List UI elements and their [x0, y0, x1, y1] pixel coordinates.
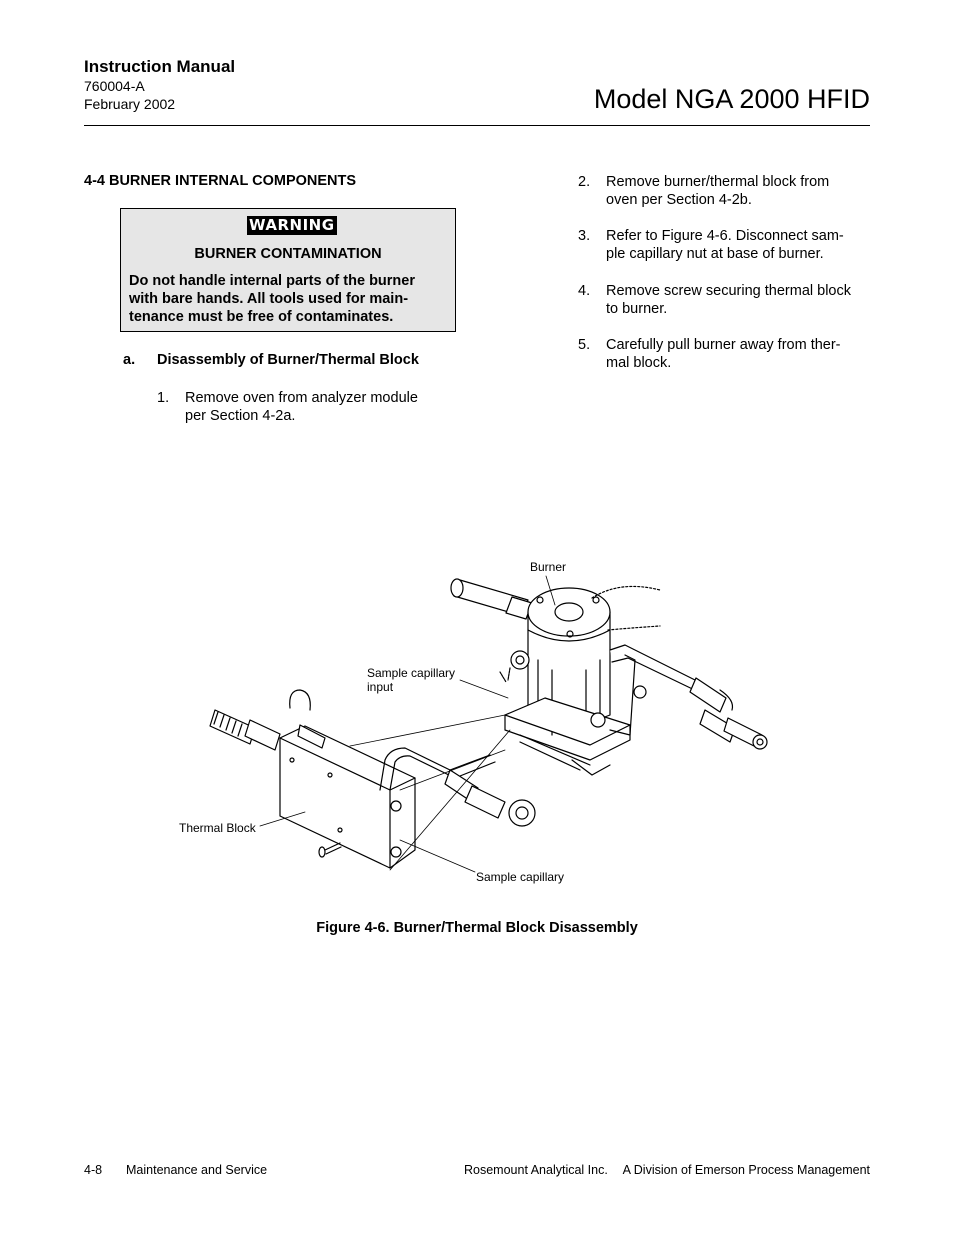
step-line: ple capillary nut at base of burner.: [606, 246, 824, 262]
footer-company: Rosemount Analytical Inc.: [464, 1163, 608, 1177]
step-number: 5.: [578, 337, 591, 353]
label-burner: Burner: [530, 560, 567, 574]
burner-tubing-right: [610, 645, 767, 749]
burner-base: [505, 698, 630, 775]
step-line: Remove screw securing thermal block: [606, 283, 851, 299]
step-text: [606, 282, 851, 318]
header-rule: [84, 125, 870, 126]
step-line: per Section 4-2a.: [185, 408, 296, 424]
manual-title: Instruction Manual: [84, 57, 236, 76]
step-line: Remove burner/thermal block from: [606, 174, 830, 190]
doc-date: February 2002: [84, 96, 176, 112]
step-text: [606, 336, 841, 372]
footer-page-number: 4-8: [84, 1163, 103, 1177]
step-line: Carefully pull burner away from ther-: [606, 337, 841, 353]
subsection-letter: a.: [123, 352, 136, 368]
subsection-heading: [123, 352, 419, 368]
doc-number: 760004-A: [84, 78, 145, 94]
step-number: 2.: [578, 174, 591, 190]
step-item: [578, 336, 878, 376]
step-item: [578, 282, 878, 322]
step-line: to burner.: [606, 301, 668, 317]
warning-line: with bare hands. All tools used for main-: [129, 291, 409, 307]
label-sample-capillary: Sample capillary: [476, 870, 565, 884]
burner-tube: [451, 579, 532, 619]
warning-line: tenance must be free of contaminates.: [129, 309, 394, 325]
warning-label: WARNING: [249, 216, 335, 234]
step-number: 3.: [578, 228, 591, 244]
step-number: 1.: [157, 390, 170, 406]
step-item: [578, 227, 878, 267]
thermal-block: [280, 726, 415, 868]
burner-thermal-block-drawing: [160, 550, 800, 900]
screw: [319, 843, 341, 857]
section-heading: 4-4 BURNER INTERNAL COMPONENTS: [84, 173, 357, 189]
warning-box: [120, 208, 456, 332]
step-line: oven per Section 4-2b.: [606, 192, 752, 208]
warning-heading: BURNER CONTAMINATION: [194, 246, 382, 262]
subsection-title: Disassembly of Burner/Thermal Block: [157, 352, 419, 368]
step-line: Refer to Figure 4-6. Disconnect sam-: [606, 228, 844, 244]
label-sample-capillary-input-2: input: [367, 680, 394, 694]
step-line: mal block.: [606, 355, 672, 371]
model-title: Model NGA 2000 HFID: [593, 84, 870, 114]
label-sample-capillary-input: Sample capillary: [367, 666, 456, 680]
step-number: 4.: [578, 283, 591, 299]
label-thermal-block: Thermal Block: [179, 821, 256, 835]
footer-division: A Division of Emerson Process Management: [622, 1163, 870, 1177]
step-item: [157, 389, 457, 429]
step-item: [578, 173, 878, 213]
step-text: [606, 173, 829, 209]
thermal-block-pipe: [380, 748, 535, 826]
step-text: [606, 227, 844, 263]
thermal-block-fittings: [210, 690, 325, 750]
warning-body: [129, 272, 449, 326]
footer-section-name: Maintenance and Service: [126, 1163, 268, 1177]
warning-line: Do not handle internal parts of the burner: [129, 273, 415, 289]
step-text: [185, 389, 418, 425]
figure-caption: Figure 4-6. Burner/Thermal Block Disassembly: [316, 920, 638, 936]
step-line: Remove oven from analyzer module: [185, 390, 418, 406]
